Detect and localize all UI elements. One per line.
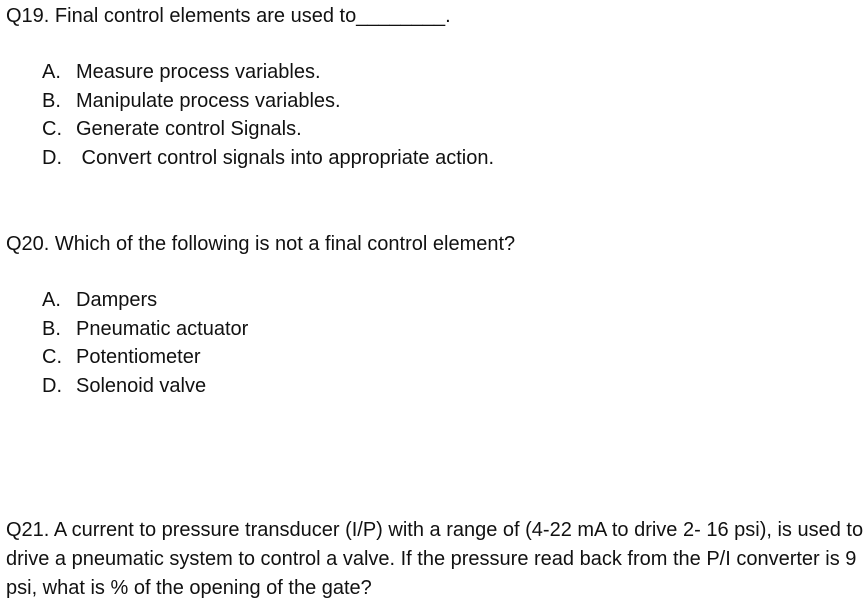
option-text: Measure process variables. [76,61,321,83]
option-text: Generate control Signals. [76,118,302,141]
option-text: Solenoid valve [76,375,207,398]
option-letter: D. [42,375,62,398]
option-letter: C. [42,346,62,369]
option-text: Convert control signals into appropriate action. [76,147,495,170]
question-20-text: Q20. Which of the following is not a final control element? [6,233,516,255]
option-letter: D. [42,147,62,170]
question-19-options [42,58,494,173]
option-20-d [42,372,248,401]
option-letter: B. [42,317,61,340]
option-letter: B. [42,89,61,112]
option-19-b [42,87,494,116]
option-19-d [42,144,494,173]
question-19-text: Q19. Final control elements are used to________. [6,5,451,27]
option-text: Manipulate process variables. [76,89,341,112]
option-letter: C. [42,118,62,141]
option-20-a [42,286,248,315]
question-20-options [42,286,248,401]
option-text: Pneumatic actuator [76,317,249,340]
option-20-b [42,315,248,344]
option-19-c [42,115,494,144]
option-19-a [42,58,494,87]
option-letter: A. [42,289,61,311]
option-text: Dampers [76,289,158,311]
question-21-text: Q21. A current to pressure transducer (I/P) with a range of (4-22 mA to drive 2- 16 psi), is used to drive a pneumatic system to control a valve. If the pressure read back from the P/I converter is 9 psi, what is % of the opening of the gate? [6,519,864,599]
option-letter: A. [42,61,61,83]
option-text: Potentiometer [76,346,201,369]
option-20-c [42,343,248,372]
